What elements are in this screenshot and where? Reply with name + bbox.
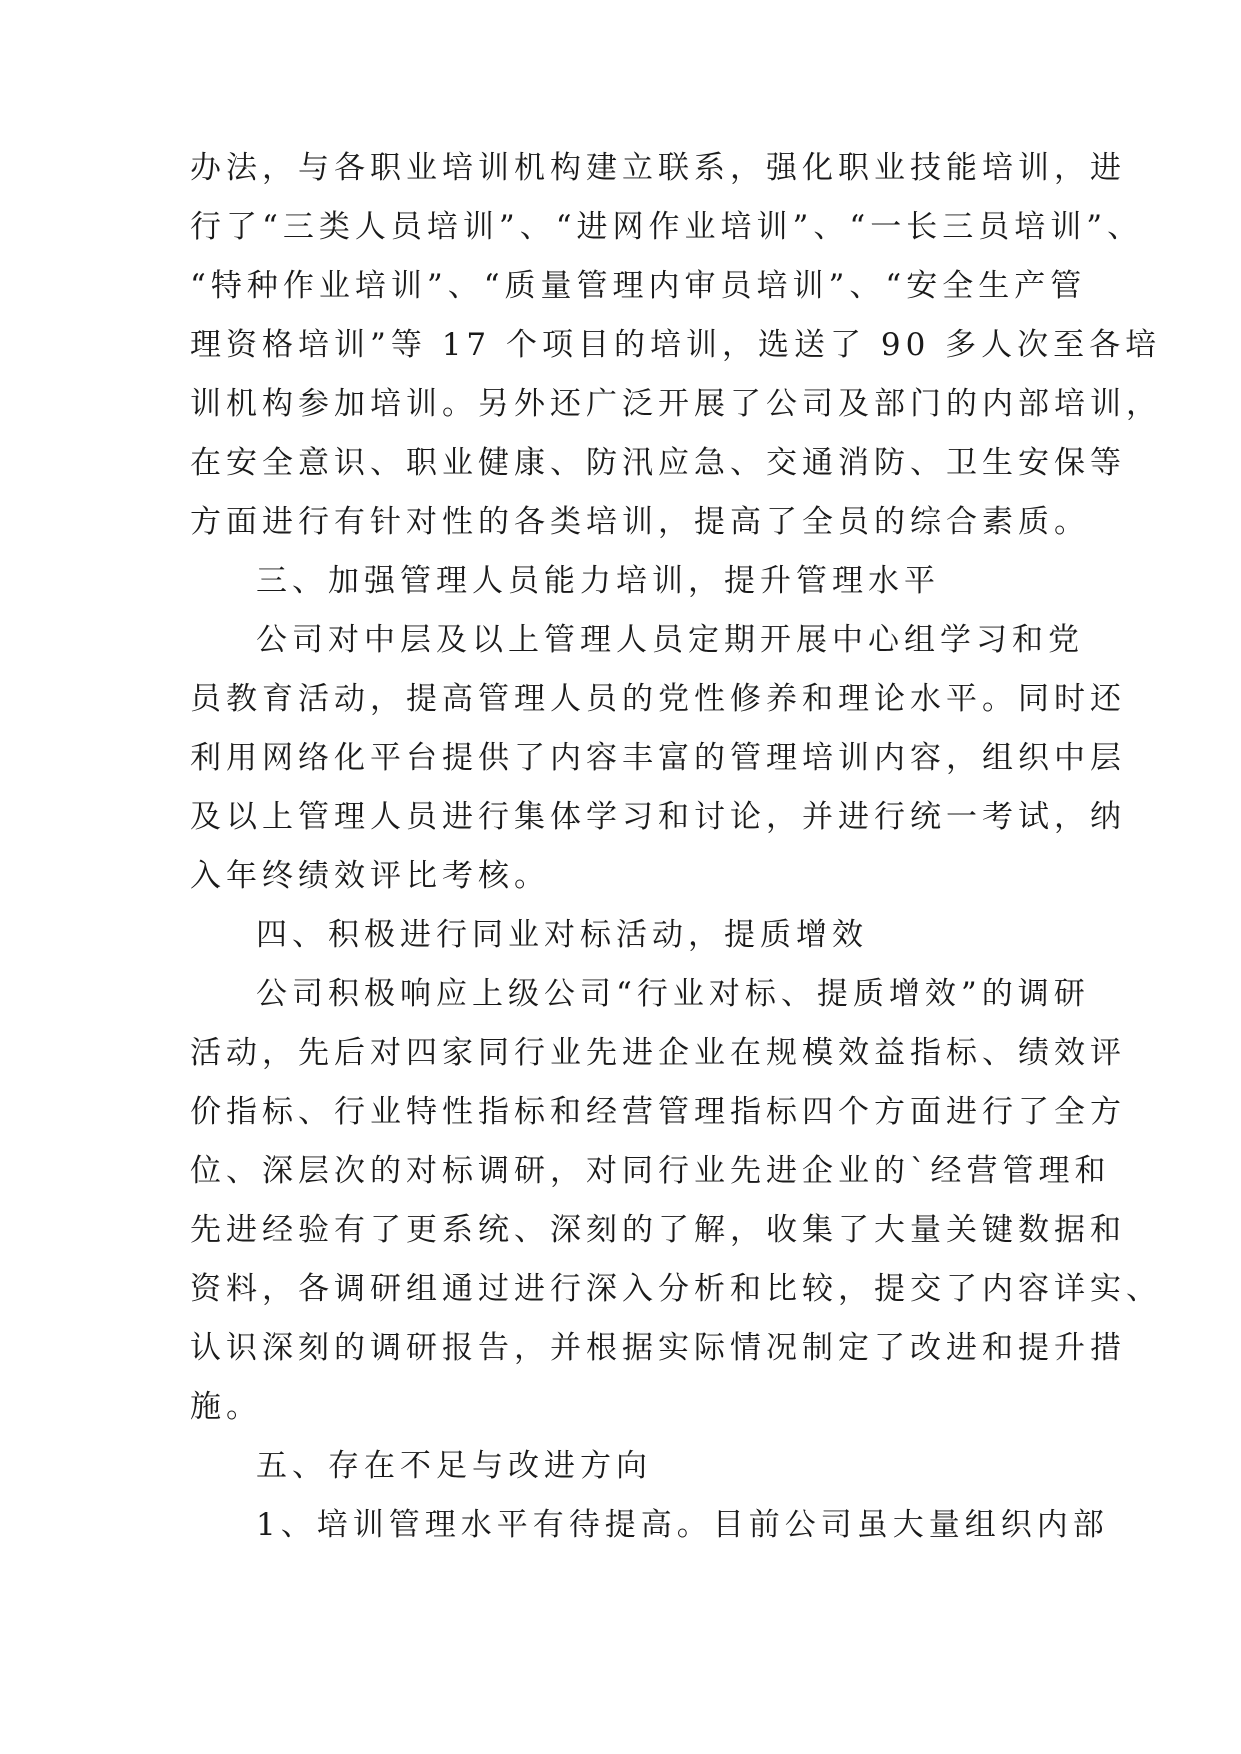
paragraph-line: 利用网络化平台提供了内容丰富的管理培训内容，组织中层 xyxy=(190,740,1126,776)
paragraph-line: 理资格培训”等 17 个项目的培训，选送了 90 多人次至各培 xyxy=(190,327,1162,363)
section-heading: 五、存在不足与改进方向 xyxy=(256,1448,652,1484)
paragraph-line: 施。 xyxy=(190,1389,262,1425)
paragraph-line: 活动，先后对四家同行业先进企业在规模效益指标、绩效评 xyxy=(190,1035,1126,1071)
paragraph-line: 办法，与各职业培训机构建立联系，强化职业技能培训，进 xyxy=(190,150,1126,186)
paragraph-line: 价指标、行业特性指标和经营管理指标四个方面进行了全方 xyxy=(190,1094,1126,1130)
paragraph-line: 1、培训管理水平有待提高。目前公司虽大量组织内部 xyxy=(256,1507,1109,1543)
paragraph-line: 资料，各调研组通过进行深入分析和比较，提交了内容详实、 xyxy=(190,1271,1162,1307)
paragraph-line: “特种作业培训”、“质量管理内审员培训”、“安全生产管 xyxy=(190,268,1087,304)
paragraph-line: 行了“三类人员培训”、“进网作业培训”、“一长三员培训”、 xyxy=(190,209,1144,245)
paragraph-line: 及以上管理人员进行集体学习和讨论，并进行统一考试，纳 xyxy=(190,799,1126,835)
paragraph-line: 员教育活动，提高管理人员的党性修养和理论水平。同时还 xyxy=(190,681,1126,717)
paragraph-line: 认识深刻的调研报告，并根据实际情况制定了改进和提升措 xyxy=(190,1330,1126,1366)
section-heading: 四、积极进行同业对标活动，提质增效 xyxy=(256,917,868,953)
paragraph-line: 先进经验有了更系统、深刻的了解，收集了大量关键数据和 xyxy=(190,1212,1126,1248)
paragraph-line: 方面进行有针对性的各类培训，提高了全员的综合素质。 xyxy=(190,504,1090,540)
paragraph-line: 在安全意识、职业健康、防汛应急、交通消防、卫生安保等 xyxy=(190,445,1126,481)
paragraph-line: 训机构参加培训。另外还广泛开展了公司及部门的内部培训， xyxy=(190,386,1162,422)
paragraph-line: 公司对中层及以上管理人员定期开展中心组学习和党 xyxy=(256,622,1084,658)
paragraph-line: 位、深层次的对标调研，对同行业先进企业的`经营管理和 xyxy=(190,1153,1111,1189)
paragraph-line: 入年终绩效评比考核。 xyxy=(190,858,550,894)
paragraph-line: 公司积极响应上级公司“行业对标、提质增效”的调研 xyxy=(256,976,1090,1012)
section-heading: 三、加强管理人员能力培训，提升管理水平 xyxy=(256,563,940,599)
